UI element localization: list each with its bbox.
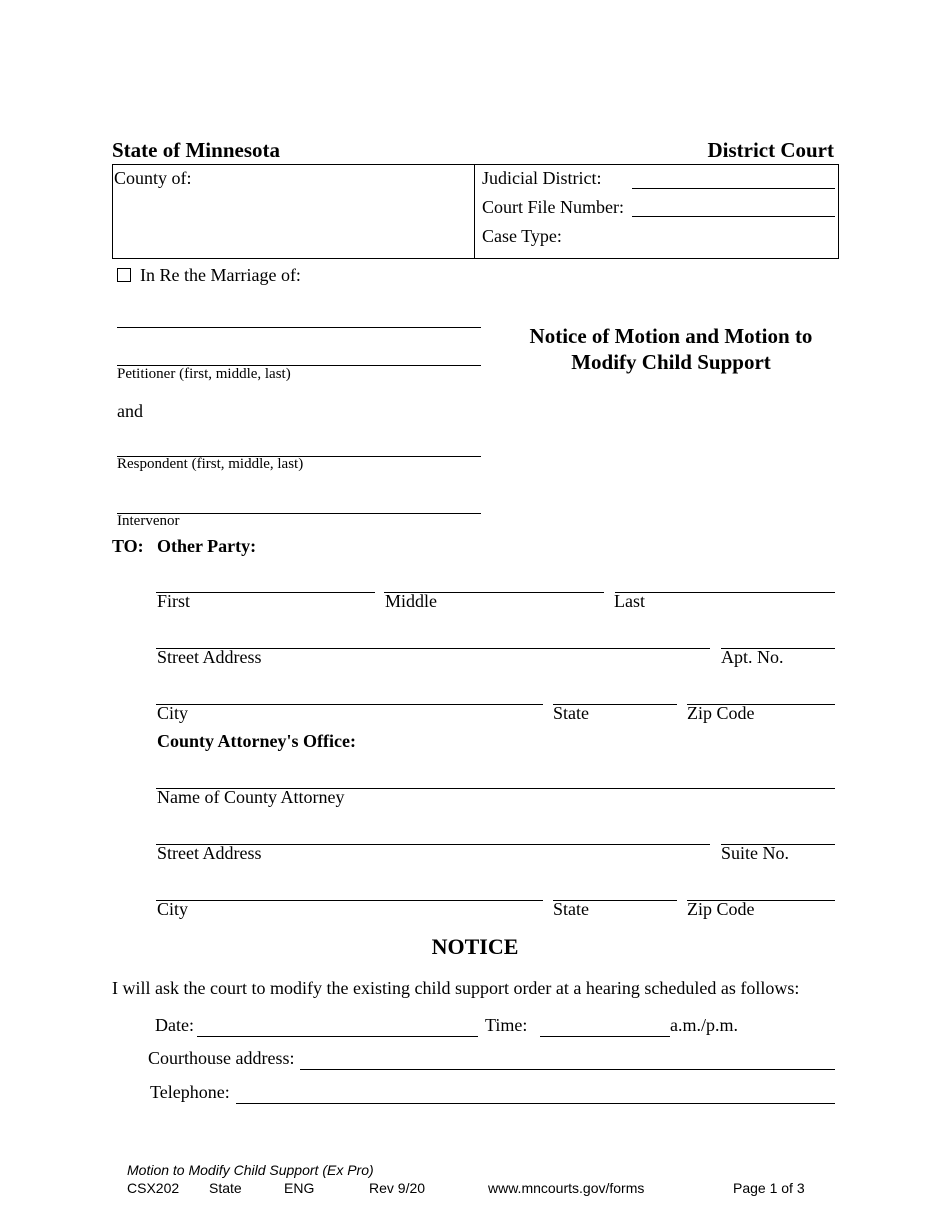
county-attorney-heading: County Attorney's Office: bbox=[157, 731, 356, 751]
and-text: and bbox=[117, 401, 143, 421]
state-label: State bbox=[553, 703, 589, 723]
ca-city-line bbox=[156, 900, 543, 901]
middle-name-input[interactable] bbox=[386, 570, 602, 590]
county-label: County of: bbox=[114, 168, 192, 188]
courthouse-input[interactable] bbox=[302, 1047, 832, 1067]
ampm-text: a.m./p.m. bbox=[670, 1015, 738, 1035]
respondent-input[interactable] bbox=[119, 434, 479, 454]
street-input[interactable] bbox=[158, 626, 708, 646]
first-label: First bbox=[157, 591, 191, 611]
footer-form-title: Motion to Modify Child Support (Ex Pro) bbox=[127, 1162, 374, 1178]
first-name-input[interactable] bbox=[158, 570, 373, 590]
suite-label: Suite No. bbox=[721, 843, 790, 863]
respondent-label: Respondent (first, middle, last) bbox=[117, 456, 304, 472]
state-heading: State of Minnesota bbox=[112, 138, 280, 162]
document-title-line2: Modify Child Support bbox=[571, 350, 771, 374]
to-label: TO: bbox=[112, 536, 144, 556]
last-name-line bbox=[615, 592, 835, 593]
middle-label: Middle bbox=[385, 591, 437, 611]
ca-state-input[interactable] bbox=[555, 878, 675, 898]
ca-street-label: Street Address bbox=[157, 843, 262, 863]
city-line bbox=[156, 704, 543, 705]
time-line bbox=[540, 1036, 670, 1037]
footer-page-number: Page 1 of 3 bbox=[733, 1180, 805, 1196]
other-party-label: Other Party: bbox=[157, 536, 257, 556]
last-label: Last bbox=[614, 591, 645, 611]
telephone-label: Telephone: bbox=[150, 1082, 230, 1102]
petitioner-input-2[interactable] bbox=[119, 343, 479, 363]
courthouse-label: Courthouse address: bbox=[148, 1048, 295, 1068]
marriage-label: In Re the Marriage of: bbox=[140, 265, 301, 285]
telephone-line bbox=[236, 1103, 835, 1104]
ca-city-label: City bbox=[157, 899, 189, 919]
apt-label: Apt. No. bbox=[721, 647, 784, 667]
date-line bbox=[197, 1036, 478, 1037]
state-input[interactable] bbox=[555, 682, 675, 702]
telephone-input[interactable] bbox=[238, 1081, 833, 1101]
ca-street-input[interactable] bbox=[158, 822, 708, 842]
time-input[interactable] bbox=[542, 1014, 668, 1034]
footer-revision: Rev 9/20 bbox=[369, 1180, 426, 1196]
court-file-number-line bbox=[632, 216, 835, 217]
courthouse-line bbox=[300, 1069, 835, 1070]
date-label: Date: bbox=[155, 1015, 194, 1035]
last-name-input[interactable] bbox=[617, 570, 833, 590]
caption-divider bbox=[474, 164, 475, 259]
document-title-line1: Notice of Motion and Motion to bbox=[529, 324, 813, 348]
time-label: Time: bbox=[485, 1015, 528, 1035]
judicial-district-input[interactable] bbox=[634, 167, 832, 187]
apt-input[interactable] bbox=[723, 626, 833, 646]
petitioner-line-1 bbox=[117, 327, 481, 328]
case-type-label: Case Type: bbox=[482, 226, 562, 246]
date-input[interactable] bbox=[200, 1014, 475, 1034]
judicial-district-line bbox=[632, 188, 835, 189]
case-type-input[interactable] bbox=[570, 227, 832, 247]
court-file-number-input[interactable] bbox=[634, 195, 832, 215]
court-file-number-label: Court File Number: bbox=[482, 197, 624, 217]
notice-text: I will ask the court to modify the existing child support order at a hearing scheduled as follows: bbox=[112, 978, 800, 998]
intervenor-input[interactable] bbox=[119, 491, 479, 511]
judicial-district-label: Judicial District: bbox=[482, 168, 602, 188]
county-input[interactable] bbox=[200, 170, 465, 190]
zip-label: Zip Code bbox=[687, 703, 755, 723]
city-input[interactable] bbox=[158, 682, 541, 702]
petitioner-input-1[interactable] bbox=[119, 305, 479, 325]
intervenor-label: Intervenor bbox=[117, 513, 180, 529]
ca-city-input[interactable] bbox=[158, 878, 541, 898]
footer-jurisdiction: State bbox=[209, 1180, 242, 1196]
county-attorney-name-input[interactable] bbox=[158, 766, 833, 786]
street-label: Street Address bbox=[157, 647, 262, 667]
zip-input[interactable] bbox=[689, 682, 833, 702]
footer-website-link[interactable]: www.mncourts.gov/forms bbox=[488, 1180, 645, 1196]
court-heading: District Court bbox=[707, 138, 834, 162]
ca-zip-label: Zip Code bbox=[687, 899, 755, 919]
notice-heading: NOTICE bbox=[431, 934, 519, 959]
ca-state-label: State bbox=[553, 899, 589, 919]
footer-form-code: CSX202 bbox=[127, 1180, 180, 1196]
marriage-checkbox[interactable] bbox=[117, 268, 131, 282]
ca-zip-input[interactable] bbox=[689, 878, 833, 898]
suite-input[interactable] bbox=[723, 822, 833, 842]
footer-language: ENG bbox=[284, 1180, 315, 1196]
city-label: City bbox=[157, 703, 189, 723]
petitioner-label: Petitioner (first, middle, last) bbox=[117, 366, 291, 382]
county-attorney-name-label: Name of County Attorney bbox=[157, 787, 345, 807]
